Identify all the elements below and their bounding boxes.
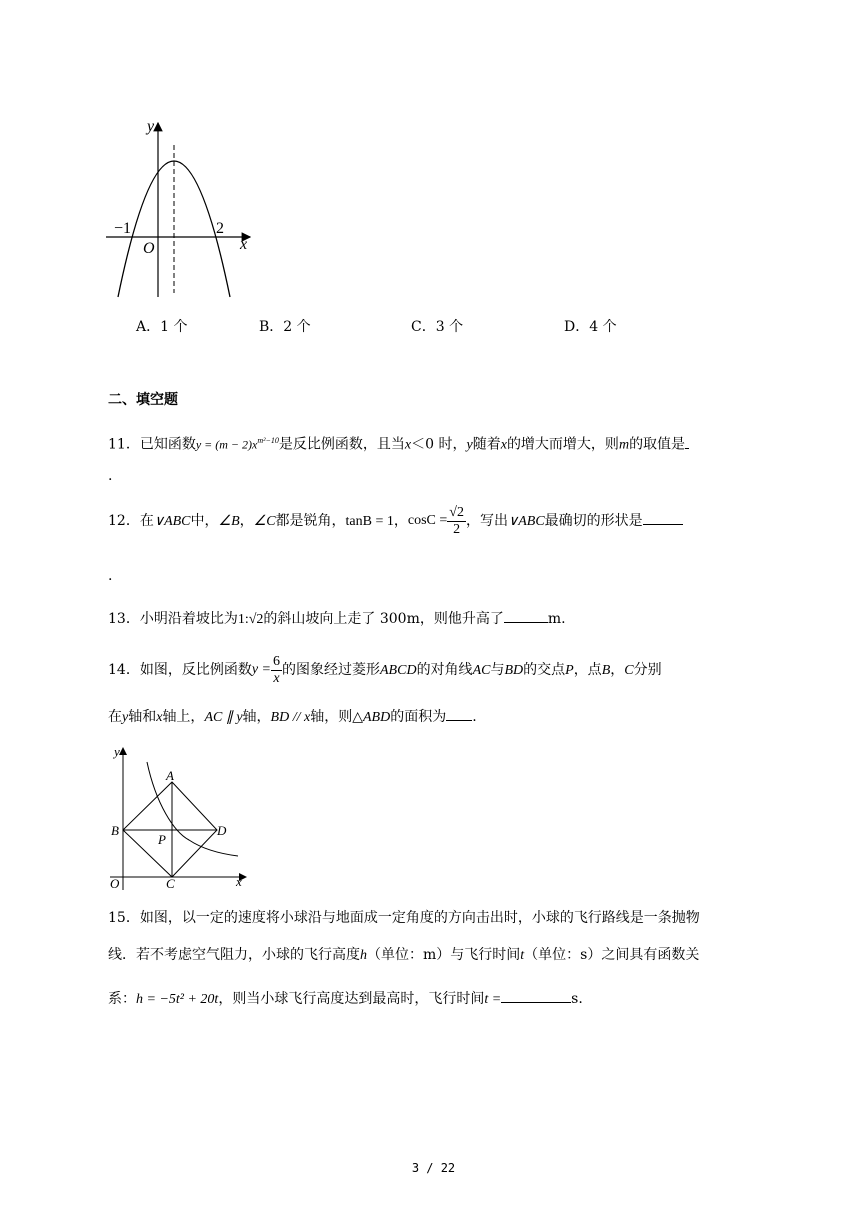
y-axis-label: y	[147, 118, 155, 135]
answer-blank-13[interactable]	[504, 608, 548, 623]
point-p-label: P	[158, 832, 166, 847]
question-14-line2: 在y轴和x轴上，AC ∥ y轴，BD // x轴，则△ABD的面积为 .	[108, 706, 477, 728]
right-root-label: 2	[216, 220, 224, 237]
question-11: 11．已知函数$y = (m - 2)x^{m^2-10}$是反比例函数，且当x＜0 时，y随着x的增大而增大，则m的取值是	[108, 431, 689, 456]
question-12: 12．在∨ABC中，∠B，∠C都是锐角，tanB = 1，cosC = $\frac{√2}{2}$ ，写出∨ABC最确切的形状是	[108, 503, 683, 540]
parabola-graph	[100, 115, 260, 305]
answer-options	[136, 316, 776, 338]
point-b-label: B	[111, 823, 119, 838]
question-15-line1: 15．如图，以一定的速度将小球沿与地面成一定角度的方向击出时，小球的飞行路线是一条抛物	[108, 910, 700, 926]
question-13: 13．小明沿着坡比为1:√2的斜山坡向上走了 300m，则他升高了 m.	[108, 608, 566, 630]
y-axis-label: y	[114, 744, 120, 759]
option-c[interactable]: C．3 个	[411, 319, 464, 335]
rhombus-graph	[104, 740, 254, 895]
answer-blank-14[interactable]	[446, 706, 472, 721]
page-number: 3 / 22	[411, 1161, 456, 1175]
point-d-label: D	[217, 823, 227, 838]
option-a[interactable]: A．1 个	[136, 319, 188, 335]
origin-label: O	[110, 876, 120, 891]
cos-fraction: $\frac{√2}{2}$	[449, 504, 464, 537]
answer-blank-15[interactable]	[501, 988, 571, 1003]
function-fraction: $\frac{6}{x}$	[273, 653, 280, 686]
point-a-label: A	[166, 768, 174, 783]
question-11-end: .	[108, 468, 113, 484]
section-title: 二、填空题	[108, 392, 178, 408]
point-c-label: C	[166, 876, 175, 891]
option-b[interactable]: B．2 个	[259, 319, 311, 335]
question-15-line3: 系：h = −5t² + 20t，则当小球飞行高度达到最高时，飞行时间t = s.	[108, 988, 583, 1010]
answer-blank-11[interactable]	[685, 434, 689, 449]
question-14: 14．如图，反比例函数y = $\frac{6}{x}$ 的图象经过菱形ABCD的对角线AC与BD的交点P，点B，C分别	[108, 653, 662, 686]
question-15-line2: 线．若不考虑空气阻力，小球的飞行高度h（单位：m）与飞行时间t（单位：s）之间具有函数关	[108, 947, 700, 963]
x-axis-label: x	[240, 236, 248, 253]
question-12-end: .	[108, 568, 113, 584]
origin-label: O	[143, 240, 155, 257]
option-d[interactable]: D．4 个	[564, 319, 617, 335]
answer-blank-12[interactable]	[643, 510, 683, 525]
x-axis-label: x	[236, 874, 242, 889]
left-root-label: −1	[114, 220, 132, 237]
